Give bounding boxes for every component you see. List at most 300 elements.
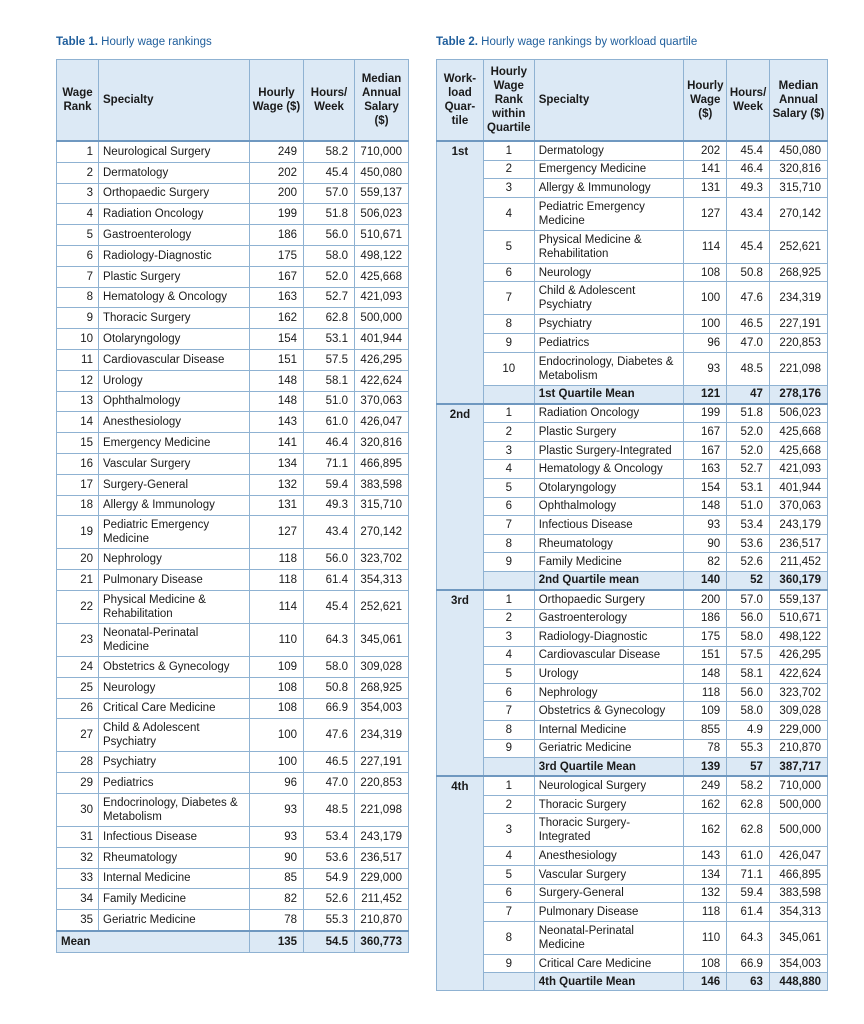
table-row xyxy=(437,721,828,740)
hours-week-cell: 57.5 xyxy=(727,646,770,665)
rank-within-quartile-cell: 6 xyxy=(483,884,534,903)
median-salary-cell: 211,452 xyxy=(769,553,827,572)
hourly-wage-cell: 132 xyxy=(684,884,727,903)
quartile-mean-hours-week: 52 xyxy=(727,571,770,590)
table-row xyxy=(57,329,409,350)
hours-week-cell: 61.0 xyxy=(727,847,770,866)
median-salary-cell: 268,925 xyxy=(355,677,409,698)
rank-within-quartile-cell: 4 xyxy=(483,847,534,866)
hours-week-cell: 58.0 xyxy=(304,656,355,677)
table-row xyxy=(57,433,409,454)
specialty-cell: Rheumatology xyxy=(99,847,250,868)
median-salary-cell: 500,000 xyxy=(769,795,827,814)
wage-rank-cell: 23 xyxy=(57,623,99,656)
median-salary-cell: 506,023 xyxy=(769,404,827,423)
header-median-salary: Median Annual Salary ($) xyxy=(355,60,409,142)
specialty-cell: Dermatology xyxy=(99,162,250,183)
median-salary-cell: 354,313 xyxy=(355,570,409,591)
wage-rank-cell: 16 xyxy=(57,453,99,474)
median-salary-cell: 422,624 xyxy=(769,665,827,684)
quartile-mean-hourly-wage: 139 xyxy=(684,758,727,777)
specialty-cell: Pulmonary Disease xyxy=(99,570,250,591)
specialty-cell: Hematology & Oncology xyxy=(534,460,684,479)
hours-week-cell: 50.8 xyxy=(727,263,770,282)
hourly-wage-cell: 127 xyxy=(684,197,727,230)
wage-rank-cell: 1 xyxy=(57,141,99,162)
table-row xyxy=(437,921,828,954)
hours-week-cell: 52.7 xyxy=(304,287,355,308)
table-row xyxy=(437,884,828,903)
median-salary-cell: 426,047 xyxy=(769,847,827,866)
hourly-wage-cell: 118 xyxy=(684,683,727,702)
hourly-wage-cell: 110 xyxy=(684,921,727,954)
hours-week-cell: 47.6 xyxy=(727,282,770,315)
hours-week-cell: 64.3 xyxy=(727,921,770,954)
table-row xyxy=(57,656,409,677)
table1-mean-row xyxy=(57,931,409,952)
hours-week-cell: 55.3 xyxy=(727,739,770,758)
hourly-wage-cell: 167 xyxy=(250,266,304,287)
hourly-wage-cell: 93 xyxy=(250,793,304,826)
quartile-label: 1st xyxy=(437,141,484,404)
specialty-cell: Obstetrics & Gynecology xyxy=(99,656,250,677)
median-salary-cell: 425,668 xyxy=(769,441,827,460)
rank-within-quartile-cell: 5 xyxy=(483,866,534,885)
median-salary-cell: 383,598 xyxy=(355,474,409,495)
quartile-mean-blank xyxy=(483,758,534,777)
median-salary-cell: 354,313 xyxy=(769,903,827,922)
hourly-wage-cell: 148 xyxy=(684,665,727,684)
median-salary-cell: 559,137 xyxy=(769,590,827,609)
quartile-mean-median-salary: 387,717 xyxy=(769,758,827,777)
header-workload-quartile: Work-load Quar-tile xyxy=(437,60,484,142)
quartile-mean-hours-week: 57 xyxy=(727,758,770,777)
hourly-wage-cell: 118 xyxy=(684,903,727,922)
specialty-cell: Hematology & Oncology xyxy=(99,287,250,308)
specialty-cell: Radiation Oncology xyxy=(534,404,684,423)
specialty-cell: Otolaryngology xyxy=(99,329,250,350)
hours-week-cell: 58.1 xyxy=(304,370,355,391)
table-row xyxy=(57,141,409,162)
hours-week-cell: 53.1 xyxy=(304,329,355,350)
mean-median-salary: 360,773 xyxy=(355,931,409,952)
specialty-cell: Rheumatology xyxy=(534,534,684,553)
rank-within-quartile-cell: 3 xyxy=(483,628,534,647)
table-row xyxy=(437,441,828,460)
rank-within-quartile-cell: 8 xyxy=(483,534,534,553)
wage-rank-cell: 31 xyxy=(57,826,99,847)
hourly-wage-cell: 96 xyxy=(684,333,727,352)
hours-week-cell: 53.1 xyxy=(727,478,770,497)
hourly-wage-cell: 148 xyxy=(250,370,304,391)
hours-week-cell: 54.9 xyxy=(304,868,355,889)
header-wage-rank: Wage Rank xyxy=(57,60,99,142)
specialty-cell: Urology xyxy=(534,665,684,684)
rank-within-quartile-cell: 7 xyxy=(483,282,534,315)
hours-week-cell: 51.0 xyxy=(304,391,355,412)
rank-within-quartile-cell: 5 xyxy=(483,665,534,684)
hours-week-cell: 51.8 xyxy=(727,404,770,423)
hourly-wage-cell: 249 xyxy=(684,776,727,795)
median-salary-cell: 354,003 xyxy=(355,698,409,719)
specialty-cell: Neonatal-Perinatal Medicine xyxy=(99,623,250,656)
hours-week-cell: 61.4 xyxy=(727,903,770,922)
hours-week-cell: 47.0 xyxy=(304,773,355,794)
hours-week-cell: 62.8 xyxy=(727,814,770,847)
median-salary-cell: 210,870 xyxy=(355,910,409,931)
specialty-cell: Emergency Medicine xyxy=(99,433,250,454)
table-row xyxy=(57,826,409,847)
specialty-cell: Radiology-Diagnostic xyxy=(534,628,684,647)
hours-week-cell: 59.4 xyxy=(304,474,355,495)
rank-within-quartile-cell: 1 xyxy=(483,590,534,609)
specialty-cell: Infectious Disease xyxy=(99,826,250,847)
specialty-cell: Geriatric Medicine xyxy=(99,910,250,931)
hours-week-cell: 49.3 xyxy=(304,495,355,516)
table-row xyxy=(437,609,828,628)
hours-week-cell: 56.0 xyxy=(727,683,770,702)
quartile-mean-row xyxy=(437,385,828,404)
table-row xyxy=(437,263,828,282)
specialty-cell: Neurological Surgery xyxy=(534,776,684,795)
specialty-cell: Neurology xyxy=(534,263,684,282)
rank-within-quartile-cell: 4 xyxy=(483,460,534,479)
specialty-cell: Physical Medicine & Rehabilitation xyxy=(99,590,250,623)
quartile-mean-row xyxy=(437,758,828,777)
hours-week-cell: 56.0 xyxy=(727,609,770,628)
wage-rank-cell: 6 xyxy=(57,245,99,266)
median-salary-cell: 320,816 xyxy=(769,160,827,179)
specialty-cell: Child & Adolescent Psychiatry xyxy=(534,282,684,315)
rank-within-quartile-cell: 8 xyxy=(483,315,534,334)
rank-within-quartile-cell: 9 xyxy=(483,739,534,758)
table-row xyxy=(57,245,409,266)
hours-week-cell: 61.0 xyxy=(304,412,355,433)
hourly-wage-cell: 151 xyxy=(684,646,727,665)
rank-within-quartile-cell: 2 xyxy=(483,160,534,179)
median-salary-cell: 422,624 xyxy=(355,370,409,391)
rank-within-quartile-cell: 7 xyxy=(483,702,534,721)
wage-rank-cell: 21 xyxy=(57,570,99,591)
specialty-cell: Geriatric Medicine xyxy=(534,739,684,758)
quartile-mean-blank xyxy=(483,385,534,404)
specialty-cell: Psychiatry xyxy=(534,315,684,334)
median-salary-cell: 220,853 xyxy=(355,773,409,794)
hourly-wage-cell: 175 xyxy=(684,628,727,647)
rank-within-quartile-cell: 9 xyxy=(483,333,534,352)
wage-rank-cell: 35 xyxy=(57,910,99,931)
hourly-wage-cell: 100 xyxy=(684,315,727,334)
quartile-mean-blank xyxy=(483,973,534,991)
median-salary-cell: 500,000 xyxy=(769,814,827,847)
quartile-mean-hourly-wage: 121 xyxy=(684,385,727,404)
header-rank-within-quartile: Hourly Wage Rank within Quartile xyxy=(483,60,534,142)
table1-caption-text: Hourly wage rankings xyxy=(101,36,212,48)
specialty-cell: Orthopaedic Surgery xyxy=(99,183,250,204)
table1-caption-label: Table 1. xyxy=(56,36,98,48)
specialty-cell: Radiation Oncology xyxy=(99,204,250,225)
quartile-mean-hourly-wage: 140 xyxy=(684,571,727,590)
hours-week-cell: 52.0 xyxy=(727,441,770,460)
wage-rank-cell: 17 xyxy=(57,474,99,495)
hours-week-cell: 46.5 xyxy=(304,752,355,773)
median-salary-cell: 370,063 xyxy=(355,391,409,412)
hourly-wage-cell: 100 xyxy=(250,752,304,773)
hours-week-cell: 55.3 xyxy=(304,910,355,931)
wage-rank-cell: 32 xyxy=(57,847,99,868)
table-row xyxy=(437,497,828,516)
hourly-wage-cell: 132 xyxy=(250,474,304,495)
median-salary-cell: 243,179 xyxy=(355,826,409,847)
table1-hourly-wage-rankings xyxy=(56,59,409,953)
median-salary-cell: 243,179 xyxy=(769,516,827,535)
hourly-wage-cell: 78 xyxy=(250,910,304,931)
rank-within-quartile-cell: 8 xyxy=(483,721,534,740)
hourly-wage-cell: 163 xyxy=(250,287,304,308)
hourly-wage-cell: 167 xyxy=(684,423,727,442)
hourly-wage-cell: 134 xyxy=(684,866,727,885)
median-salary-cell: 421,093 xyxy=(769,460,827,479)
median-salary-cell: 426,047 xyxy=(355,412,409,433)
specialty-cell: Urology xyxy=(99,370,250,391)
median-salary-cell: 426,295 xyxy=(355,349,409,370)
specialty-cell: Child & Adolescent Psychiatry xyxy=(99,719,250,752)
hours-week-cell: 58.2 xyxy=(727,776,770,795)
specialty-cell: Neonatal-Perinatal Medicine xyxy=(534,921,684,954)
table-row xyxy=(437,903,828,922)
median-salary-cell: 315,710 xyxy=(355,495,409,516)
hours-week-cell: 46.4 xyxy=(727,160,770,179)
table-row xyxy=(437,739,828,758)
hourly-wage-cell: 109 xyxy=(684,702,727,721)
rank-within-quartile-cell: 9 xyxy=(483,553,534,572)
table-row xyxy=(57,495,409,516)
rank-within-quartile-cell: 3 xyxy=(483,441,534,460)
specialty-cell: Vascular Surgery xyxy=(534,866,684,885)
hours-week-cell: 52.0 xyxy=(304,266,355,287)
quartile-mean-row xyxy=(437,973,828,991)
table-row xyxy=(57,516,409,549)
hours-week-cell: 46.5 xyxy=(727,315,770,334)
wage-rank-cell: 24 xyxy=(57,656,99,677)
wage-rank-cell: 34 xyxy=(57,889,99,910)
wage-rank-cell: 9 xyxy=(57,308,99,329)
median-salary-cell: 498,122 xyxy=(769,628,827,647)
header-hourly-wage: Hourly Wage ($) xyxy=(250,60,304,142)
hours-week-cell: 45.4 xyxy=(727,230,770,263)
hourly-wage-cell: 100 xyxy=(250,719,304,752)
table-row xyxy=(437,516,828,535)
hourly-wage-cell: 202 xyxy=(684,141,727,160)
rank-within-quartile-cell: 2 xyxy=(483,795,534,814)
table-row xyxy=(437,646,828,665)
hours-week-cell: 52.0 xyxy=(727,423,770,442)
median-salary-cell: 425,668 xyxy=(769,423,827,442)
header-specialty: Specialty xyxy=(99,60,250,142)
rank-within-quartile-cell: 8 xyxy=(483,921,534,954)
median-salary-cell: 510,671 xyxy=(769,609,827,628)
hourly-wage-cell: 134 xyxy=(250,453,304,474)
hours-week-cell: 43.4 xyxy=(727,197,770,230)
hourly-wage-cell: 82 xyxy=(684,553,727,572)
rank-within-quartile-cell: 3 xyxy=(483,179,534,198)
table-row xyxy=(437,160,828,179)
hourly-wage-cell: 151 xyxy=(250,349,304,370)
hourly-wage-cell: 199 xyxy=(250,204,304,225)
table-row xyxy=(57,910,409,931)
rank-within-quartile-cell: 6 xyxy=(483,263,534,282)
median-salary-cell: 229,000 xyxy=(769,721,827,740)
quartile-mean-label: 4th Quartile Mean xyxy=(534,973,684,991)
header-hours-week: Hours/ Week xyxy=(727,60,770,142)
table-row xyxy=(57,308,409,329)
hours-week-cell: 48.5 xyxy=(727,352,770,385)
hourly-wage-cell: 148 xyxy=(684,497,727,516)
specialty-cell: Gastroenterology xyxy=(534,609,684,628)
specialty-cell: Ophthalmology xyxy=(99,391,250,412)
hours-week-cell: 51.0 xyxy=(727,497,770,516)
hourly-wage-cell: 90 xyxy=(250,847,304,868)
median-salary-cell: 309,028 xyxy=(769,702,827,721)
table-row xyxy=(57,847,409,868)
table1-caption xyxy=(56,36,212,48)
hours-week-cell: 45.4 xyxy=(727,141,770,160)
hours-week-cell: 71.1 xyxy=(304,453,355,474)
hours-week-cell: 53.6 xyxy=(727,534,770,553)
hours-week-cell: 47.0 xyxy=(727,333,770,352)
specialty-cell: Critical Care Medicine xyxy=(534,954,684,973)
median-salary-cell: 425,668 xyxy=(355,266,409,287)
table-row xyxy=(437,683,828,702)
wage-rank-cell: 30 xyxy=(57,793,99,826)
specialty-cell: Anesthesiology xyxy=(99,412,250,433)
specialty-cell: Neurology xyxy=(99,677,250,698)
specialty-cell: Neurological Surgery xyxy=(99,141,250,162)
hourly-wage-cell: 127 xyxy=(250,516,304,549)
table2-body xyxy=(437,141,828,991)
hourly-wage-cell: 154 xyxy=(250,329,304,350)
median-salary-cell: 252,621 xyxy=(355,590,409,623)
table-row xyxy=(57,549,409,570)
rank-within-quartile-cell: 6 xyxy=(483,683,534,702)
table-row xyxy=(437,282,828,315)
hourly-wage-cell: 162 xyxy=(250,308,304,329)
wage-rank-cell: 10 xyxy=(57,329,99,350)
table-row xyxy=(437,866,828,885)
hours-week-cell: 56.0 xyxy=(304,225,355,246)
wage-rank-cell: 19 xyxy=(57,516,99,549)
hours-week-cell: 62.8 xyxy=(304,308,355,329)
specialty-cell: Internal Medicine xyxy=(99,868,250,889)
hourly-wage-cell: 108 xyxy=(250,677,304,698)
hourly-wage-cell: 143 xyxy=(250,412,304,433)
table-row xyxy=(437,702,828,721)
hours-week-cell: 71.1 xyxy=(727,866,770,885)
rank-within-quartile-cell: 1 xyxy=(483,404,534,423)
hourly-wage-cell: 249 xyxy=(250,141,304,162)
median-salary-cell: 268,925 xyxy=(769,263,827,282)
median-salary-cell: 345,061 xyxy=(769,921,827,954)
rank-within-quartile-cell: 7 xyxy=(483,516,534,535)
table-row xyxy=(57,287,409,308)
table-row xyxy=(437,179,828,198)
table-row xyxy=(57,412,409,433)
specialty-cell: Radiology-Diagnostic xyxy=(99,245,250,266)
hourly-wage-cell: 110 xyxy=(250,623,304,656)
table-row xyxy=(57,889,409,910)
rank-within-quartile-cell: 4 xyxy=(483,646,534,665)
median-salary-cell: 234,319 xyxy=(355,719,409,752)
specialty-cell: Vascular Surgery xyxy=(99,453,250,474)
table-row xyxy=(57,570,409,591)
rank-within-quartile-cell: 7 xyxy=(483,903,534,922)
median-salary-cell: 229,000 xyxy=(355,868,409,889)
median-salary-cell: 466,895 xyxy=(355,453,409,474)
table-row xyxy=(57,453,409,474)
hourly-wage-cell: 114 xyxy=(684,230,727,263)
table-row xyxy=(57,204,409,225)
specialty-cell: Dermatology xyxy=(534,141,684,160)
hourly-wage-cell: 90 xyxy=(684,534,727,553)
specialty-cell: Internal Medicine xyxy=(534,721,684,740)
hours-week-cell: 48.5 xyxy=(304,793,355,826)
specialty-cell: Thoracic Surgery xyxy=(534,795,684,814)
hourly-wage-cell: 200 xyxy=(250,183,304,204)
hours-week-cell: 51.8 xyxy=(304,204,355,225)
hours-week-cell: 58.0 xyxy=(727,628,770,647)
hours-week-cell: 46.4 xyxy=(304,433,355,454)
table-row xyxy=(57,698,409,719)
table-row xyxy=(437,478,828,497)
median-salary-cell: 466,895 xyxy=(769,866,827,885)
hours-week-cell: 52.6 xyxy=(727,553,770,572)
specialty-cell: Cardiovascular Disease xyxy=(99,349,250,370)
specialty-cell: Pulmonary Disease xyxy=(534,903,684,922)
median-salary-cell: 498,122 xyxy=(355,245,409,266)
quartile-mean-blank xyxy=(483,571,534,590)
table2-caption-label: Table 2. xyxy=(436,36,478,48)
hourly-wage-cell: 148 xyxy=(250,391,304,412)
mean-hours-week: 54.5 xyxy=(304,931,355,952)
median-salary-cell: 450,080 xyxy=(355,162,409,183)
wage-rank-cell: 28 xyxy=(57,752,99,773)
hours-week-cell: 52.6 xyxy=(304,889,355,910)
median-salary-cell: 345,061 xyxy=(355,623,409,656)
specialty-cell: Orthopaedic Surgery xyxy=(534,590,684,609)
hourly-wage-cell: 131 xyxy=(684,179,727,198)
hourly-wage-cell: 114 xyxy=(250,590,304,623)
wage-rank-cell: 14 xyxy=(57,412,99,433)
hourly-wage-cell: 162 xyxy=(684,795,727,814)
specialty-cell: Endocrinology, Diabetes & Metabolism xyxy=(99,793,250,826)
wage-rank-cell: 15 xyxy=(57,433,99,454)
median-salary-cell: 211,452 xyxy=(355,889,409,910)
hourly-wage-cell: 154 xyxy=(684,478,727,497)
specialty-cell: Pediatrics xyxy=(534,333,684,352)
quartile-mean-label: 3rd Quartile Mean xyxy=(534,758,684,777)
hourly-wage-cell: 167 xyxy=(684,441,727,460)
median-salary-cell: 426,295 xyxy=(769,646,827,665)
hours-week-cell: 57.0 xyxy=(727,590,770,609)
hourly-wage-cell: 199 xyxy=(684,404,727,423)
quartile-label: 4th xyxy=(437,776,484,991)
specialty-cell: Pediatric Emergency Medicine xyxy=(534,197,684,230)
hourly-wage-cell: 96 xyxy=(250,773,304,794)
table-row xyxy=(57,773,409,794)
header-specialty: Specialty xyxy=(534,60,684,142)
rank-within-quartile-cell: 9 xyxy=(483,954,534,973)
wage-rank-cell: 12 xyxy=(57,370,99,391)
